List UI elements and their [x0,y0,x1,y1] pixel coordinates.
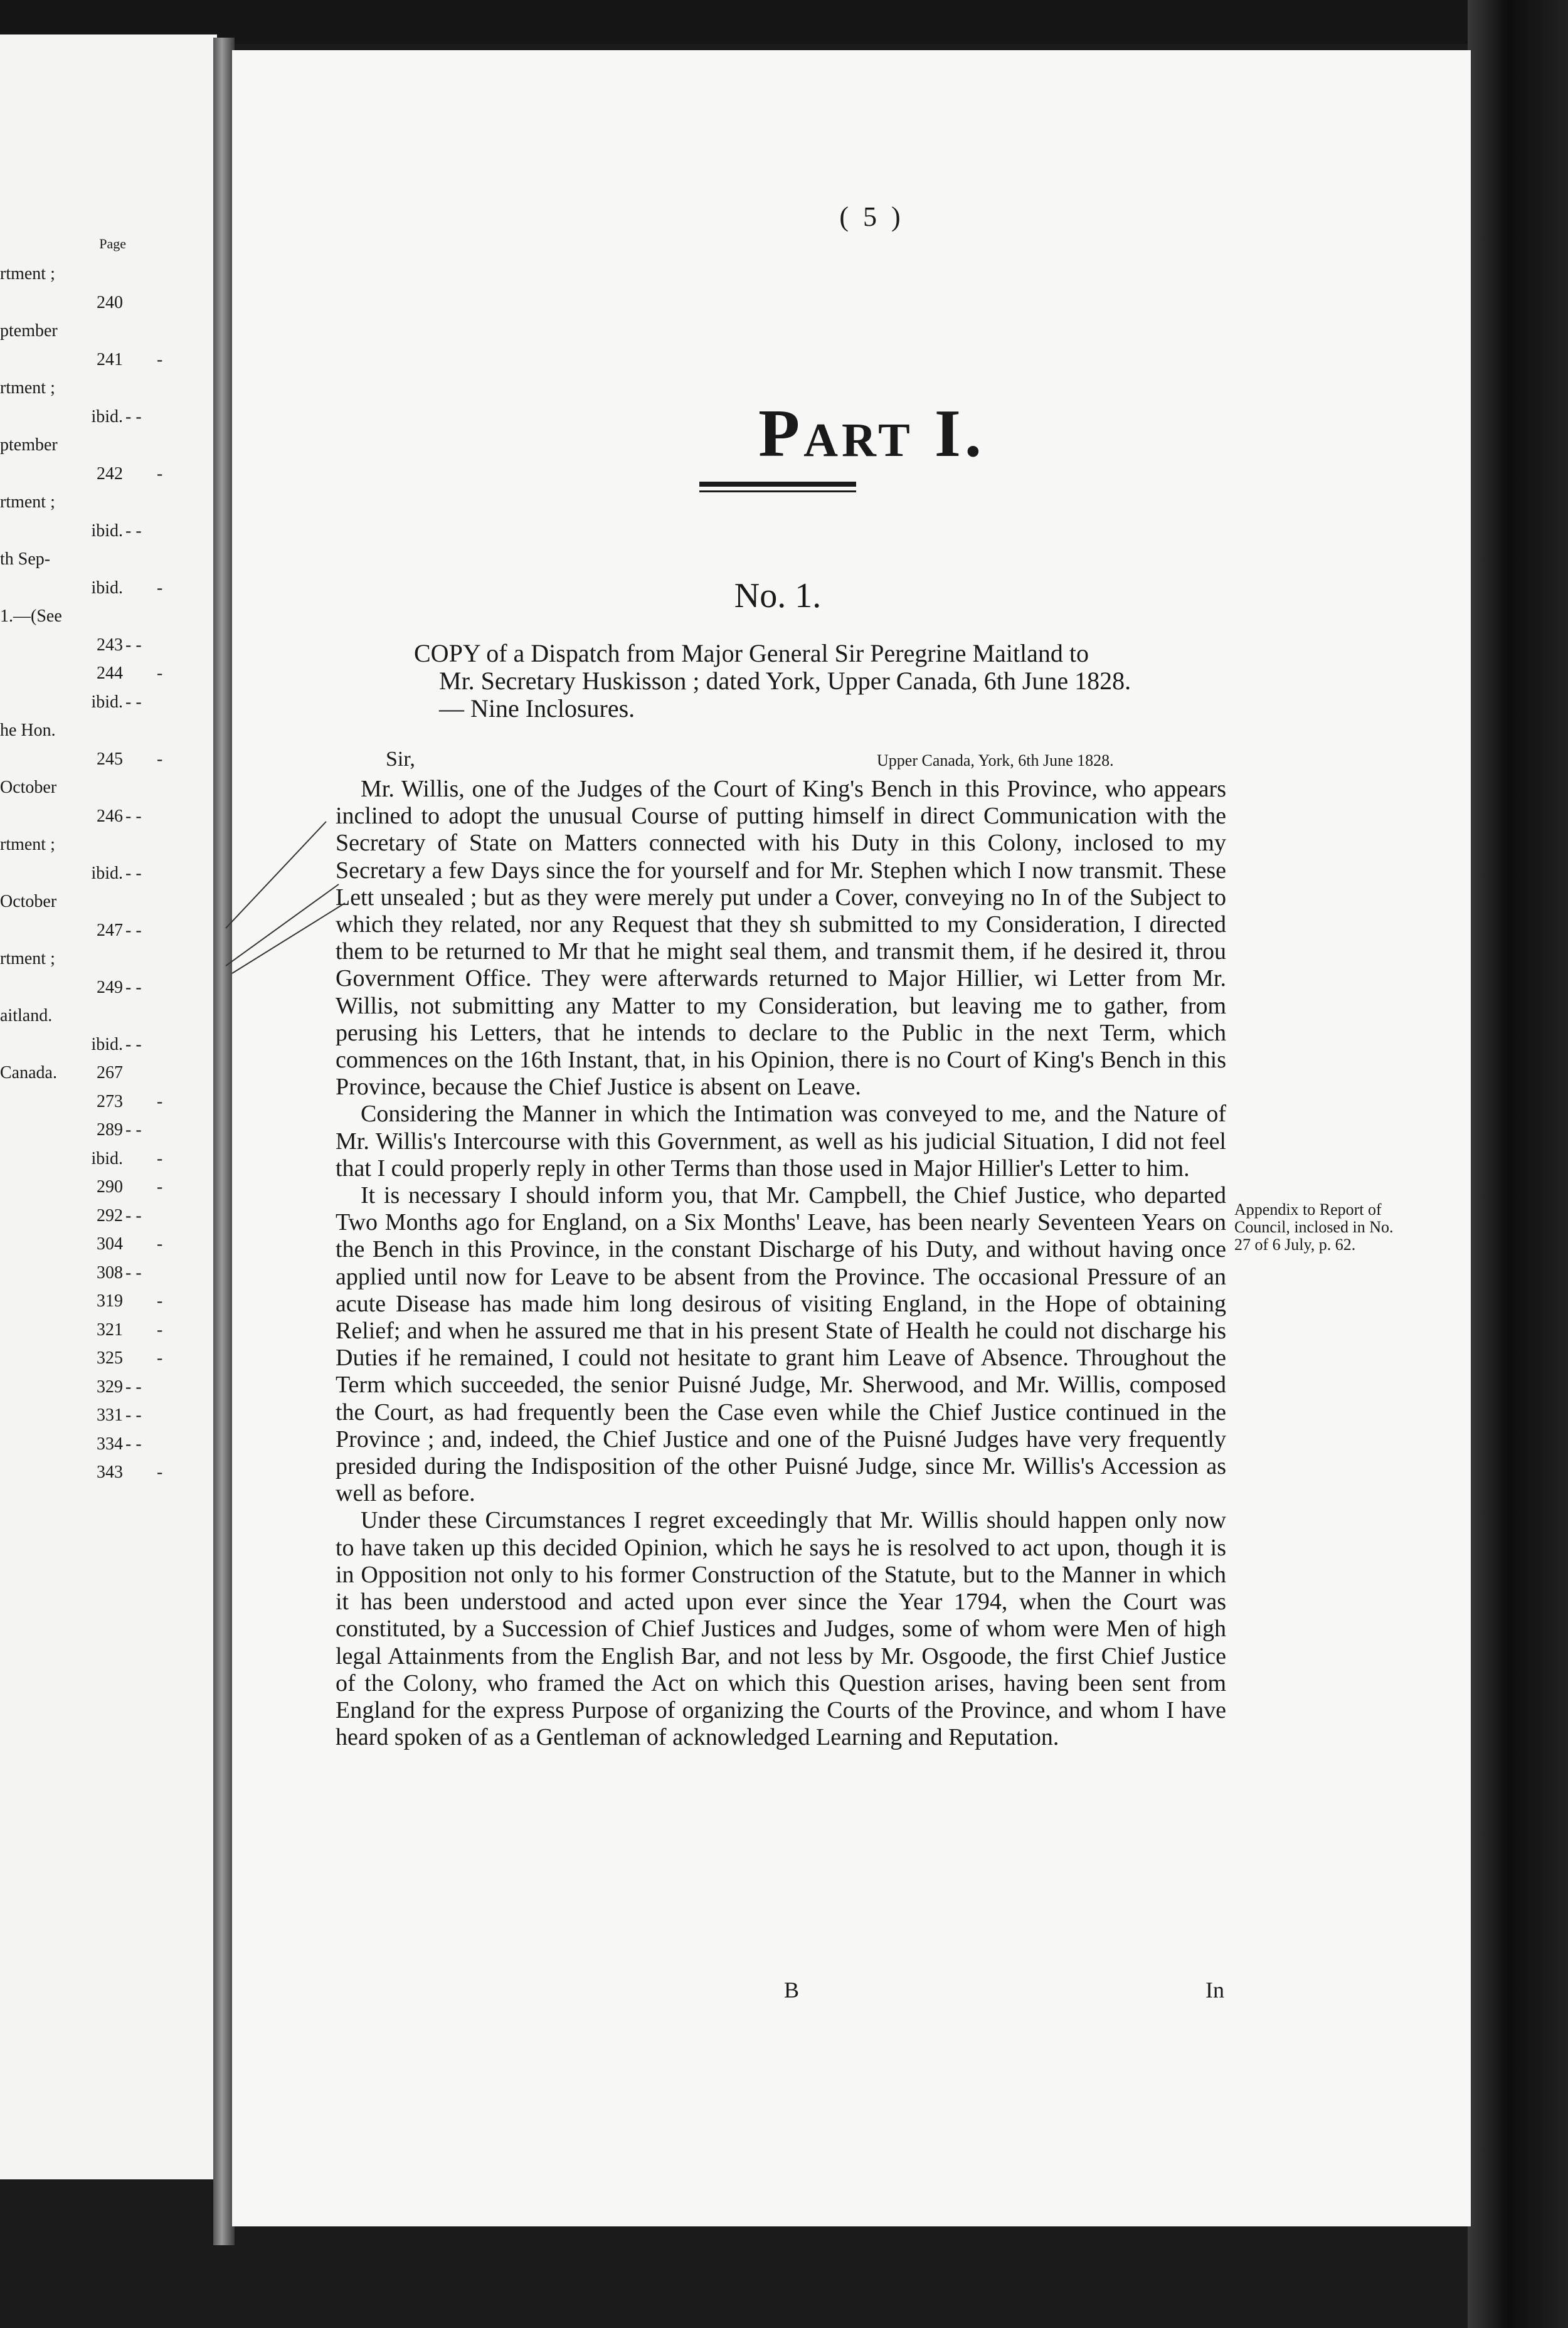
catchword: In [1205,1977,1224,2003]
caption-line: — Nine Inclosures. [439,694,635,722]
signature-mark: B [784,1977,800,2003]
index-row [0,632,217,659]
index-row [0,1059,217,1087]
title-rule-thick [699,482,856,487]
index-row-label: - - [125,521,142,541]
index-row-page: 329 [97,1377,123,1397]
index-row-page: 289 [97,1120,123,1140]
dateline: Upper Canada, York, 6th June 1828. [877,751,1114,770]
index-row [0,888,217,916]
index-row-page: 249 [97,977,123,997]
letter-body [336,776,1226,1751]
index-row-label: rtment ; [0,264,55,283]
index-row-label: - - [125,1262,142,1283]
index-row [0,917,217,944]
index-row-label: - [157,578,163,598]
paragraph: Under these Circumstances I regret exceedingly that Mr. Willis should happen only now to have taken up this decided Opinion, which he says he is resolved to act upon, though it is in Opposition not only to his former Construction of the Statute, but to the Manner in which it has been understood and acted upon ever since the Year 1794, when the Court was constituted, by a Succession of Chief Justices and Judges, some of whom were Men of high legal Attainments from the English Bar, and not less by Mr. Osgoode, the first Chief Justice of the Colony, who framed the Act on which this Question arises, having been sent from England for the express Purpose of organizing the Courts of the Province, and whom I have heard spoken of as a Gentleman of acknowledged Learning and Reputation. [336,1507,1226,1751]
index-row-label: - - [125,692,142,712]
index-row [0,774,217,802]
index-row-page: ibid. [91,578,123,598]
index-row-label: - [157,1091,163,1111]
index-row [0,1345,217,1372]
index-row-page: 290 [97,1177,123,1197]
index-row [0,1116,217,1144]
index-row [0,403,217,431]
index-row-page: 273 [97,1091,123,1111]
index-row-label: - [157,749,163,769]
index-row-label: - [157,1348,163,1368]
index-row [0,431,217,459]
title-rule-thin [699,490,856,492]
caption-line: Mr. Secretary Huskisson ; dated York, Upper Canada, 6th June 1828. [439,667,1131,695]
index-row-label: - [157,1291,163,1311]
index-row [0,1259,217,1287]
paragraph: Mr. Willis, one of the Judges of the Court of King's Bench in this Province, who appears inclined to adopt the unusual Course of putting himself in direct Communication with the Secretary of State on Matters connected with his Duty in this Colony, inclosed to my Secretary a few Days since the for yourself and for Mr. Stephen which I now transmit. These Lett unsealed ; but as they were merely put under a Cover, conveying no In of the Subject to which they related, nor any Request that they sh submitted to my Consideration, I directed them to be returned to Mr that he might seal them, and transmit them, if he desired it, throu Government Office. They were afterwards returned to Major Hillier, wi Letter from Mr. Willis, not submitting any Matter to my Consideration, but leaving me to gather, from perusing his Letters, that he intends to declare to the Public in the next Term, which commences on the 16th Instant, that, in his Opinion, there is no Court of King's Bench in this Province, because the Chief Justice is absent on Leave. [336,776,1226,1101]
index-row [0,945,217,973]
index-row [0,689,217,716]
pencil-annotation-lines [220,809,370,978]
index-row [0,574,217,602]
document-page [232,50,1471,2226]
index-row-label: - [157,1320,163,1340]
paragraph: Considering the Manner in which the Intimation was conveyed to me, and the Nature of Mr. Willis's Intercourse with this Government, as well as his judicial Situation, I did not feel that I could properly reply in other Terms than those used in Major Hillier's Letter to him. [336,1101,1226,1182]
index-row-page: 319 [97,1291,123,1311]
index-row [0,860,217,887]
index-row [0,489,217,516]
index-row-page: 308 [97,1262,123,1283]
index-row [0,1373,217,1401]
index-row [0,460,217,488]
index-row-label: - [157,1234,163,1254]
index-row [0,1173,217,1201]
previous-page-index [0,34,217,2179]
index-row-page: 304 [97,1234,123,1254]
index-row-page: 325 [97,1348,123,1368]
index-row [0,603,217,630]
index-row-page: ibid. [91,692,123,712]
index-row-label: - [157,463,163,484]
index-row-label: - - [125,806,142,826]
index-row-page: 243 [97,635,123,655]
index-row-page: 334 [97,1434,123,1454]
index-row-page: 242 [97,463,123,484]
index-row [0,289,217,317]
index-row-page: 241 [97,349,123,369]
dispatch-caption [414,640,1305,722]
index-row [0,831,217,859]
index-row [0,974,217,1002]
index-row [0,1316,217,1344]
index-row-label: - - [125,1377,142,1397]
index-row-page: 244 [97,664,123,683]
index-row-label: - [157,349,163,369]
scan-border-top [0,0,1568,44]
paragraph: It is necessary I should inform you, that Mr. Campbell, the Chief Justice, who departed Two Months ago for England, on a Six Months' Leave, has been nearly Seventeen Years on the Bench in this Province, in the constant Discharge of his Duty, and without having once applied until now for Leave to be absent from the Province. The occasional Pressure of an acute Disease has made him long desirous of visiting England, in the Hope of obtaining Relief; and when he assured me that in his present State of Health he could not discharge his Duties if he remained, I could not hesitate to grant him Leave of Absence. Throughout the Term which succeeded, the senior Puisné Judge, Mr. Sherwood, and Mr. Willis, composed the Court, as had frequently been the Case even while the Chief Justice continued in the Province ; and, indeed, the Chief Justice and one of the Puisné Judges have very frequently presided during the Indisposition of the other Puisné Judge, since Mr. Willis's Accession as well as before. [336,1182,1226,1507]
index-row [0,1402,217,1429]
salutation: Sir, [386,748,415,771]
index-row-label: th Sep- [0,549,51,569]
index-row-label: - - [125,977,142,997]
index-row-page: ibid. [91,863,123,883]
index-row-page: ibid. [91,1148,123,1168]
index-row-label: - - [125,406,142,426]
index-row-label: October [0,892,57,911]
index-row [0,803,217,830]
index-row-label: - - [125,635,142,655]
index-row-label: rtment ; [0,949,55,968]
section-number: No. 1. [734,576,822,615]
index-row-label: - [157,664,163,683]
index-row-label: ptember [0,435,58,455]
index-row-label: - [157,1177,163,1197]
index-page-label: Page [99,236,126,251]
index-row [0,1202,217,1230]
index-row-page: 267 [97,1063,123,1082]
index-row-label: - - [125,1434,142,1454]
index-row [0,1288,217,1315]
index-row-label: rtment ; [0,835,55,854]
index-row [0,1031,217,1059]
index-row-label: - - [125,920,142,940]
index-row-label: - [157,1463,163,1482]
part-title: Part I. [758,396,985,471]
index-row [0,1230,217,1258]
index-row [0,1431,217,1458]
index-row-label: aitland. [0,1006,53,1025]
index-row-label: - - [125,1205,142,1225]
page-number: ( 5 ) [839,201,904,232]
index-row-page: 246 [97,806,123,826]
index-row-label: - - [125,1120,142,1140]
index-row [0,717,217,744]
index-row-page: 343 [97,1463,123,1482]
index-row [0,1459,217,1486]
index-row-page: 321 [97,1320,123,1340]
index-row [0,1088,217,1116]
index-row-label: October [0,778,57,797]
index-row [0,1145,217,1173]
index-row-page: ibid. [91,1034,123,1054]
index-row-page: 247 [97,920,123,940]
index-row [0,746,217,773]
index-row-page: ibid. [91,406,123,426]
scan-border-right [1468,0,1568,2328]
index-row-label: Canada. [0,1063,57,1082]
index-row-label: he Hon. [0,721,56,740]
book-gutter [213,38,235,2245]
index-row-page: 292 [97,1205,123,1225]
index-row-label: 1.—(See [0,606,62,626]
index-row [0,546,217,573]
index-row-label: ptember [0,321,58,341]
index-row-label: - - [125,1034,142,1054]
index-row [0,317,217,345]
index-row [0,260,217,288]
index-row-page: 245 [97,749,123,769]
index-row-label: - - [125,1405,142,1425]
index-row-page: 331 [97,1405,123,1425]
index-row [0,346,217,374]
index-row-label: rtment ; [0,378,55,398]
index-row [0,374,217,402]
margin-note: Appendix to Report of Council, inclosed in No. 27 of 6 July, p. 62. [1234,1200,1394,1254]
index-row [0,517,217,545]
index-row-label: rtment ; [0,492,55,512]
index-row-page: 240 [97,292,123,312]
caption-line: COPY of a Dispatch from Major General Sir Peregrine Maitland to [414,639,1089,667]
index-page-header [0,230,217,258]
index-row [0,1002,217,1030]
index-row [0,660,217,687]
index-row-label: - [157,1148,163,1168]
index-row-page: ibid. [91,521,123,541]
index-row-label: - - [125,863,142,883]
